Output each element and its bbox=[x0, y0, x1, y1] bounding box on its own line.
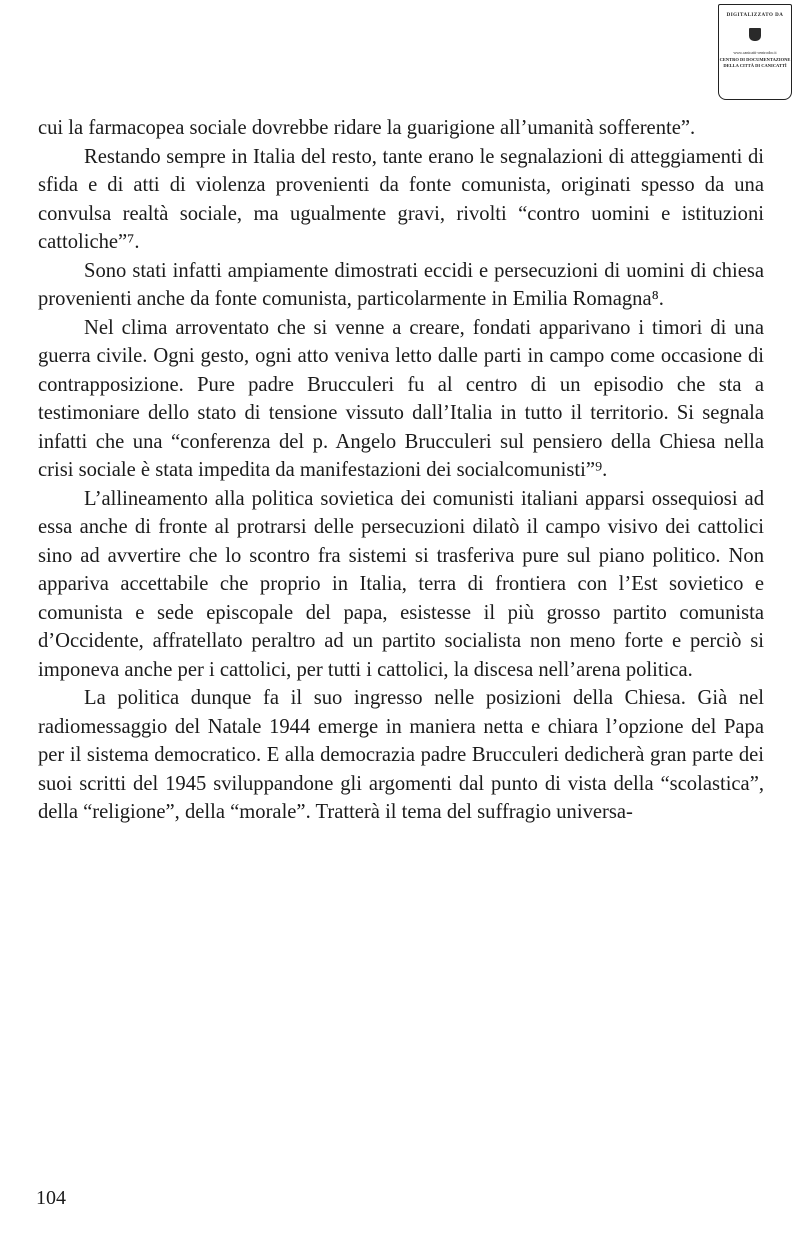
stamp-url: www.canicatti-centrodoc.it bbox=[733, 50, 777, 55]
digitization-stamp bbox=[718, 4, 792, 100]
page-number: 104 bbox=[36, 1187, 66, 1209]
body-text bbox=[38, 114, 764, 827]
stamp-line-1: CENTRO DI DOCUMENTAZIONE bbox=[719, 57, 791, 62]
paragraph: Sono stati infatti ampiamente dimostrati eccidi e persecuzioni di uomini di chiesa provenienti anche da fonte comunista, particolarmente in Emilia Romagna⁸. bbox=[38, 259, 764, 310]
crest-icon bbox=[749, 28, 761, 41]
paragraph: Nel clima arroventato che si venne a creare, fondati apparivano i timori di una guerra civile. Ogni gesto, ogni atto veniva letto dalle parti in campo come occasione di contrapposizione. Pure padre Brucculeri fu al centro di un episodio che sta a testimoniare dello stato di tensione vissuto dall’Italia in tutto il territorio. Si segnala infatti che una “conferenza del p. Angelo Brucculeri sul pensiero della Chiesa nella crisi sociale è stata impedita da manifestazioni dei socialcomunisti”⁹. bbox=[38, 316, 764, 481]
paragraph: La politica dunque fa il suo ingresso nelle posizioni della Chiesa. Già nel radiomessaggio del Natale 1944 emerge in maniera netta e chiara l’opzione del Papa per il sistema democratico. E alla democrazia padre Brucculeri dedicherà gran parte dei suoi scritti del 1945 sviluppandone gli argomenti dal punto di vista della “scolastica”, della “religione”, della “morale”. Tratterà il tema del suffragio universa- bbox=[38, 687, 764, 823]
stamp-header: DIGITALIZZATO DA bbox=[726, 13, 784, 18]
paragraph: L’allineamento alla politica sovietica dei comunisti italiani apparsi ossequiosi ad essa anche di fronte al protrarsi delle persecuzioni dilatò il campo visivo dei cattolici sino ad avvertire che lo scontro fra sistemi si trasferiva pure sul piano politico. Non appariva accettabile che proprio in Italia, terra di frontiera con l’Est sovietico e comunista e sede episcopale del papa, esistesse il più grosso partito comunista d’Occidente, affratellato peraltro ad un partito socialista non meno forte e perciò si imponeva anche per i cattolici, per tutti i cattolici, la discesa nell’arena politica. bbox=[38, 487, 764, 681]
stamp-line-2: DELLA CITTÀ DI CANICATTÌ bbox=[723, 63, 787, 68]
paragraph: cui la farmacopea sociale dovrebbe ridare la guarigione all’umanità sofferente”. bbox=[38, 117, 696, 139]
paragraph: Restando sempre in Italia del resto, tante erano le segnalazioni di atteggiamenti di sfida e di atti di violenza provenienti da fonte comunista, originati spesso da una convulsa realtà sociale, ma ugualmente gravi, rivolti “contro uomini e istituzioni cattoliche”⁷. bbox=[38, 145, 764, 253]
